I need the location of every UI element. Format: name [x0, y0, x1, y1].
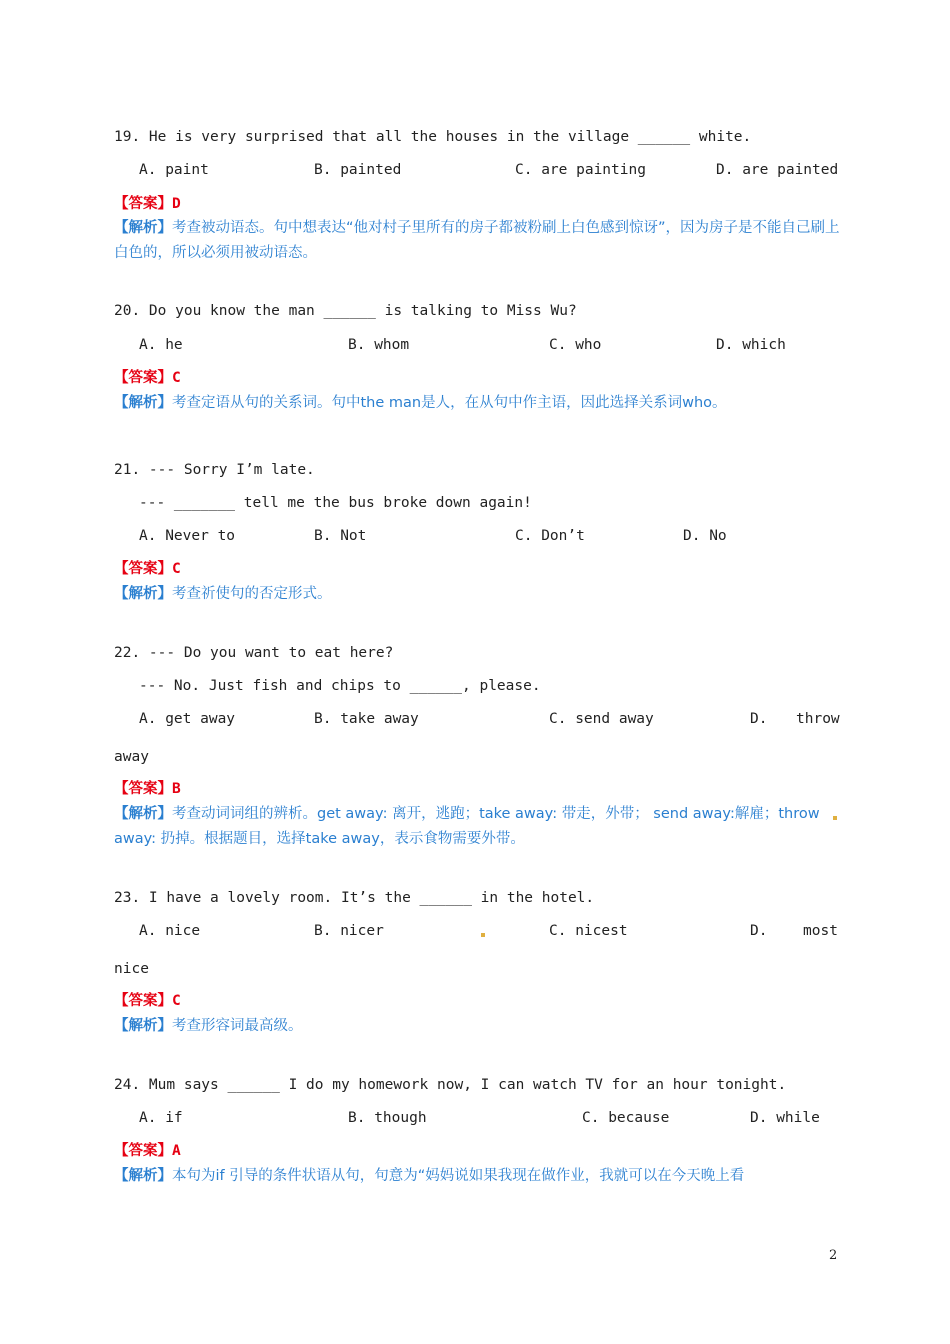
q22-option-d-text: throw [796, 711, 840, 727]
q23-option-b: B. nicer [314, 923, 384, 939]
q19-option-d: D. are painted [716, 162, 839, 178]
q24-analysis: 【解析】本句为if 引导的条件状语从句，句意为“妈妈说如果我现在做作业，我就可以在今天晚上看 [114, 1168, 745, 1184]
q23-analysis: 【解析】考查形容词最高级。 [114, 1018, 303, 1034]
q24-option-d: D. while [750, 1110, 820, 1126]
question-23-stem: 23. I have a lovely room. It’s the ______ in the hotel. [114, 890, 595, 906]
q20-option-b: B. whom [348, 337, 410, 353]
q21-option-c: C. Don’t [515, 528, 585, 544]
q20-option-a: A. he [139, 337, 183, 353]
q22-option-a: A. get away [139, 711, 236, 727]
q22-analysis: 【解析】考查动词词组的辨析。get away: 离开，逃跑；take away: 带走，外带； send away:解雇；throw away: 扔掉。根据题目，选择take away，表示食物需要外带。 [114, 806, 820, 847]
q19-option-c: C. are painting [515, 162, 646, 178]
question-20-stem: 20. Do you know the man ______ is talking to Miss Wu? [114, 303, 577, 319]
q24-option-a: A. if [139, 1110, 183, 1126]
q22-option-c: C. send away [549, 711, 654, 727]
q24-option-c: C. because [582, 1110, 670, 1126]
q19-option-b: B. painted [314, 162, 402, 178]
q23-answer: 【答案】C [114, 993, 181, 1009]
question-19-stem: 19. He is very surprised that all the houses in the village ______ white. [114, 129, 752, 145]
q20-analysis: 【解析】考查定语从句的关系词。句中the man是人，在从句中作主语，因此选择关系词who。 [114, 395, 727, 411]
q23-option-a: A. nice [139, 923, 201, 939]
q23-option-d-text: most [803, 923, 838, 939]
q23-option-d-wrap: nice [114, 961, 149, 977]
q20-option-c: C. who [549, 337, 602, 353]
page-number: 2 [829, 1248, 838, 1263]
q19-answer: 【答案】D [114, 196, 181, 212]
q22-option-b: B. take away [314, 711, 419, 727]
decorative-dot [833, 816, 837, 820]
q20-option-d: D. which [716, 337, 786, 353]
q22-option-d-wrap: away [114, 749, 149, 765]
q24-option-b: B. though [348, 1110, 427, 1126]
question-24-stem: 24. Mum says ______ I do my homework now, I can watch TV for an hour tonight. [114, 1077, 787, 1093]
q22-answer: 【答案】B [114, 781, 181, 797]
q23-option-d: D. [750, 923, 768, 939]
q19-analysis: 【解析】考查被动语态。句中想表达“他对村子里所有的房子都被粉刷上白色感到惊讶”，因为房子是不能自己刷上白色的，所以必须用被动语态。 [114, 220, 840, 261]
q19-option-a: A. paint [139, 162, 209, 178]
question-21-stem: 21. --- Sorry I’m late. [114, 462, 315, 478]
q23-option-c: C. nicest [549, 923, 628, 939]
q24-answer: 【答案】A [114, 1143, 181, 1159]
q21-analysis: 【解析】考查祈使句的否定形式。 [114, 586, 332, 602]
question-21-stem-2: --- _______ tell me the bus broke down again! [139, 495, 532, 511]
decorative-dot [481, 933, 485, 937]
q22-option-d: D. [750, 711, 768, 727]
q21-answer: 【答案】C [114, 561, 181, 577]
question-22-stem-2: --- No. Just fish and chips to ______, please. [139, 678, 541, 694]
question-22-stem: 22. --- Do you want to eat here? [114, 645, 394, 661]
q21-option-a: A. Never to [139, 528, 236, 544]
q21-option-b: B. Not [314, 528, 367, 544]
q21-option-d: D. No [683, 528, 727, 544]
q20-answer: 【答案】C [114, 370, 181, 386]
